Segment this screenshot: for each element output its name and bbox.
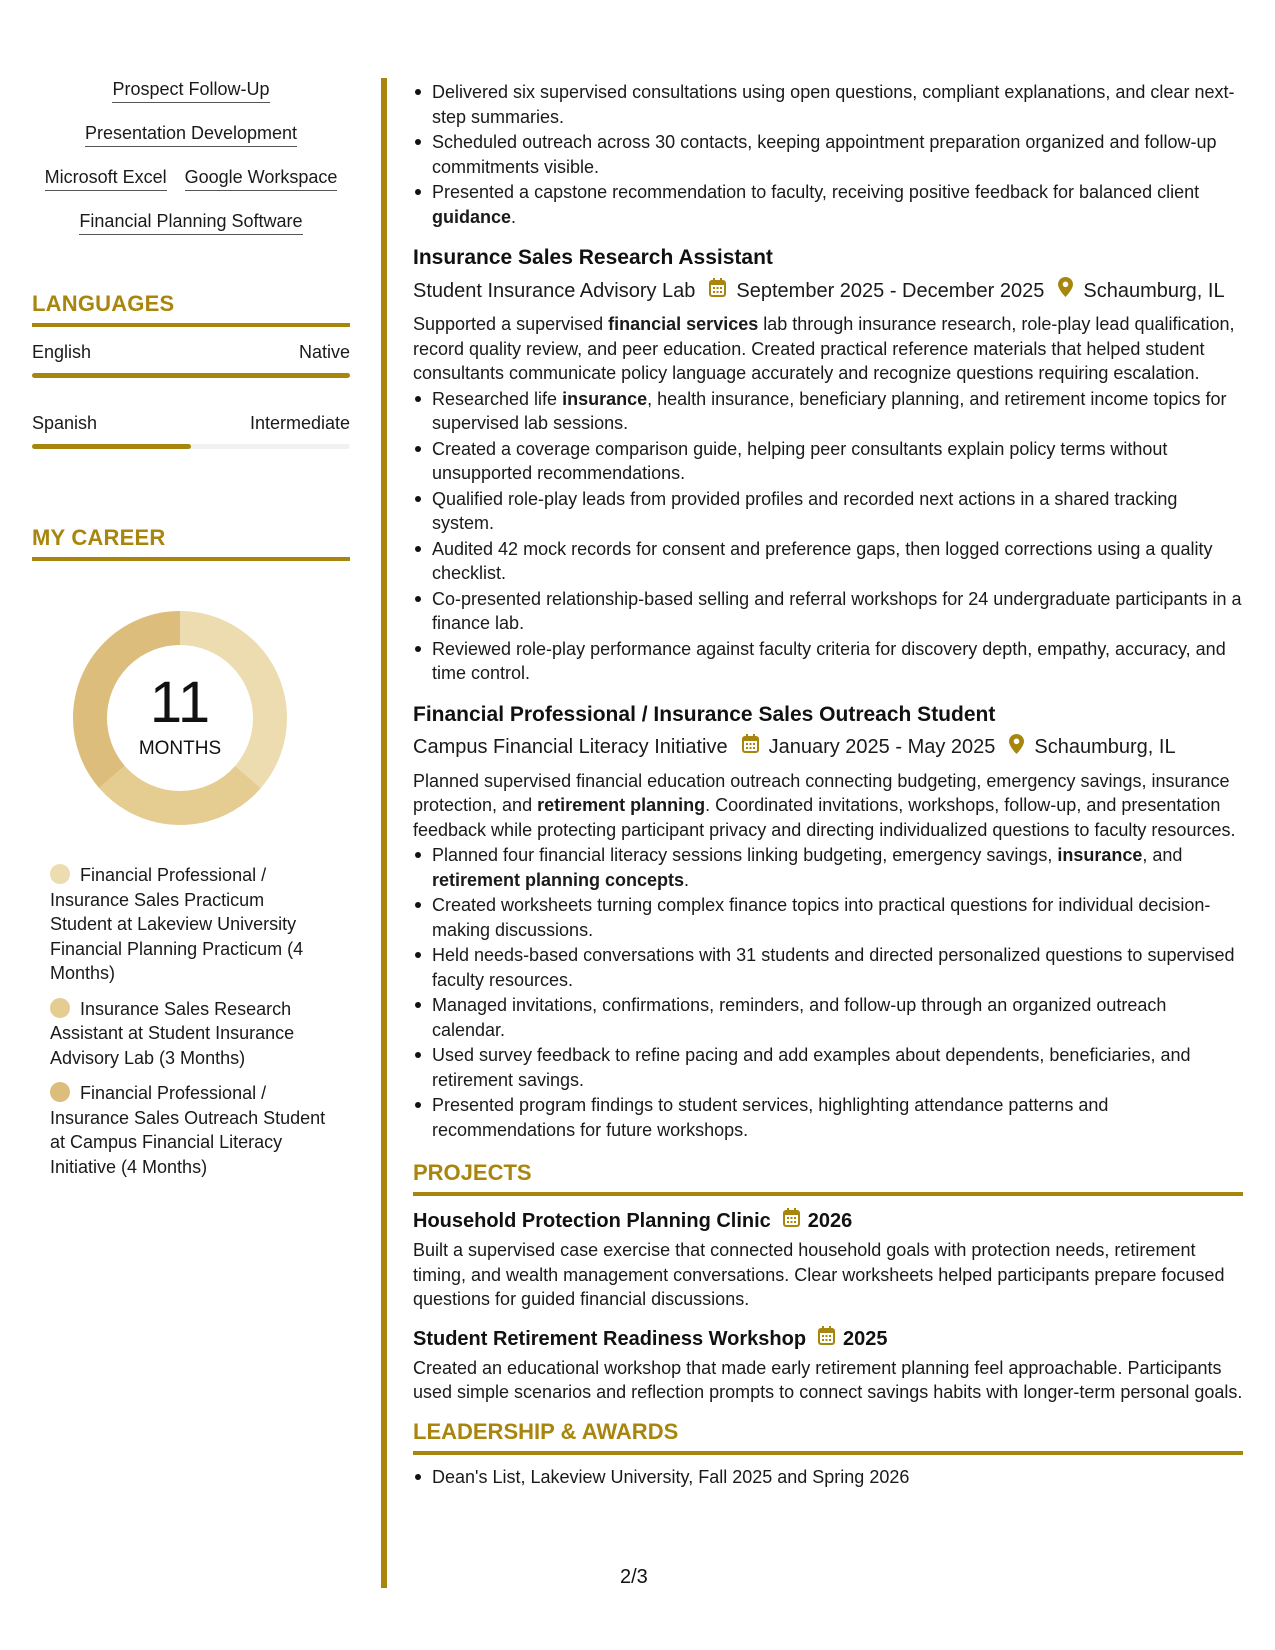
- project-entry: [413, 1326, 1243, 1405]
- legend-dot: [50, 998, 70, 1018]
- job-summary: Supported a supervised financial services lab through insurance research, role-play lead qualification, record quality review, and peer education. Created practical reference materials that helped student consultants communicate policy language accurately and recognize questions requiring escalation.: [413, 314, 1235, 383]
- language-row: [32, 412, 350, 434]
- calendar-icon: [742, 734, 759, 760]
- job-meta: [413, 734, 1243, 761]
- previous-job-bullets: [413, 80, 1243, 229]
- language-proficiency-bar: [32, 373, 350, 378]
- skill-tag: Microsoft Excel: [45, 166, 167, 191]
- career-legend: [32, 863, 350, 1179]
- career-donut-chart: [67, 605, 293, 831]
- job-entry: [413, 702, 1243, 1143]
- career-legend-label: Financial Professional / Insurance Sales Outreach Student at Campus Financial Literacy Initiative (4 Months): [50, 1083, 326, 1177]
- calendar-icon: [709, 278, 726, 304]
- skill-row: [32, 210, 350, 235]
- job-title: Financial Professional / Insurance Sales Outreach Student: [413, 702, 996, 726]
- legend-dot: [50, 1082, 70, 1102]
- career-legend-item: [50, 997, 330, 1071]
- career-heading: MY CAREER: [32, 525, 350, 561]
- job-title: Insurance Sales Research Assistant: [413, 246, 773, 269]
- project-description: Created an educational workshop that made early retirement planning feel approachable. Participants used simple scenarios and reflection prompts to connect savings habits with longer-term personal goals.: [413, 1357, 1243, 1402]
- skill-tag: Prospect Follow-Up: [112, 78, 269, 103]
- job-dates: September 2025 - December 2025: [736, 279, 1045, 302]
- project-title-row: [413, 1326, 1243, 1352]
- job-location: Schaumburg, IL: [1083, 279, 1225, 302]
- bullet-item: Researched life insurance, health insurance, beneficiary planning, and retirement income topics for supervised lab sessions.: [413, 387, 1243, 436]
- career-total-unit: MONTHS: [138, 738, 222, 759]
- project-year: 2025: [843, 1327, 888, 1350]
- skill-row: [32, 122, 350, 147]
- bullet-item: Created worksheets turning complex finance topics into practical questions for individual decision-making discussions.: [413, 893, 1243, 942]
- job-entry: [413, 245, 1243, 686]
- leadership-heading: LEADERSHIP & AWARDS: [413, 1419, 1243, 1455]
- job-meta: [413, 277, 1243, 304]
- skill-row: [32, 166, 350, 191]
- job-dates: January 2025 - May 2025: [768, 736, 996, 758]
- project-title-row: [413, 1208, 1243, 1234]
- language-row: [32, 341, 350, 363]
- bullet-item: Audited 42 mock records for consent and preference gaps, then logged corrections using a quality checklist.: [413, 537, 1243, 586]
- bullet-item: Delivered six supervised consultations using open questions, compliant explanations, and clear next-step summaries.: [413, 80, 1243, 129]
- bullet-item: Presented program findings to student services, highlighting attendance patterns and recommendations for future workshops.: [413, 1093, 1243, 1142]
- career-legend-item: [50, 1081, 330, 1179]
- legend-dot: [50, 864, 70, 884]
- project-title: Student Retirement Readiness Workshop: [413, 1327, 807, 1350]
- job-bullets: [413, 387, 1243, 686]
- page-number: 2/3: [620, 1566, 648, 1588]
- right-column: [413, 80, 1243, 1490]
- bullet-item: Reviewed role-play performance against faculty criteria for discovery depth, empathy, accuracy, and time control.: [413, 637, 1243, 686]
- skills-list: [32, 78, 350, 235]
- language-name: English: [32, 342, 92, 362]
- bullet-item: Scheduled outreach across 30 contacts, keeping appointment preparation organized and follow-up commitments visible.: [413, 130, 1243, 179]
- bullet-item: Planned four financial literacy sessions linking budgeting, emergency savings, insurance, and retirement planning concepts.: [413, 843, 1243, 892]
- language-proficiency-fill: [32, 444, 191, 449]
- skill-tag: Google Workspace: [185, 166, 338, 191]
- bullet-item: Dean's List, Lakeview University, Fall 2025 and Spring 2026: [413, 1465, 1243, 1490]
- bullet-item: Presented a capstone recommendation to faculty, receiving positive feedback for balanced client guidance.: [413, 180, 1243, 229]
- career-legend-label: Financial Professional / Insurance Sales Practicum Student at Lakeview University Financial Planning Practicum (4 Months): [50, 865, 304, 983]
- location-pin-icon: [1058, 277, 1073, 304]
- bullet-item: Managed invitations, confirmations, reminders, and follow-up through an organized outreach calendar.: [413, 993, 1243, 1042]
- bullet-item: Co-presented relationship-based selling and referral workshops for 24 undergraduate participants in a finance lab.: [413, 587, 1243, 636]
- job-summary: Planned supervised financial education outreach connecting budgeting, emergency savings, insurance protection, and retirement planning. Coordinated invitations, workshops, follow-up, and presentation feedback while protecting participant privacy and directing individualized questions to faculty resources.: [413, 770, 1236, 840]
- languages-list: [32, 341, 350, 449]
- calendar-icon: [783, 1208, 800, 1234]
- projects-heading: PROJECTS: [413, 1160, 1243, 1196]
- leadership-list: [413, 1465, 1243, 1490]
- job-organization: Campus Financial Literacy Initiative: [413, 736, 728, 758]
- language-name: Spanish: [32, 413, 98, 433]
- bullet-item: Qualified role-play leads from provided profiles and recorded next actions in a shared tracking system.: [413, 487, 1243, 536]
- skill-tag: Financial Planning Software: [79, 210, 302, 235]
- project-entry: [413, 1208, 1243, 1312]
- calendar-icon: [818, 1326, 835, 1352]
- language-level: Intermediate: [249, 413, 350, 433]
- language-level: Native: [298, 342, 350, 362]
- location-pin-icon: [1009, 734, 1024, 761]
- job-location: Schaumburg, IL: [1034, 736, 1176, 758]
- language-proficiency-fill: [32, 373, 350, 378]
- career-legend-item: [50, 863, 330, 986]
- project-title: Household Protection Planning Clinic: [413, 1210, 771, 1232]
- job-organization: Student Insurance Advisory Lab: [413, 279, 696, 302]
- skill-tag: Presentation Development: [85, 122, 297, 147]
- project-description: Built a supervised case exercise that connected household goals with protection needs, retirement timing, and wealth management conversations. Clear worksheets helped participants prepare focused questions for guided financial discussions.: [413, 1240, 1225, 1309]
- languages-heading: LANGUAGES: [32, 291, 350, 327]
- left-column: [32, 78, 350, 1190]
- project-year: 2026: [807, 1210, 853, 1232]
- column-divider: [381, 78, 387, 1588]
- language-proficiency-bar: [32, 444, 350, 449]
- career-legend-label: Insurance Sales Research Assistant at Student Insurance Advisory Lab (3 Months): [50, 998, 295, 1068]
- bullet-item: Used survey feedback to refine pacing and add examples about dependents, beneficiaries, and retirement savings.: [413, 1043, 1243, 1092]
- skill-row: [32, 78, 350, 103]
- job-bullets: [413, 843, 1243, 1142]
- bullet-item: Held needs-based conversations with 31 students and directed personalized questions to supervised faculty resources.: [413, 943, 1243, 992]
- career-total-number: 11: [149, 670, 211, 735]
- bullet-item: Created a coverage comparison guide, helping peer consultants explain policy terms without unsupported recommendations.: [413, 437, 1243, 486]
